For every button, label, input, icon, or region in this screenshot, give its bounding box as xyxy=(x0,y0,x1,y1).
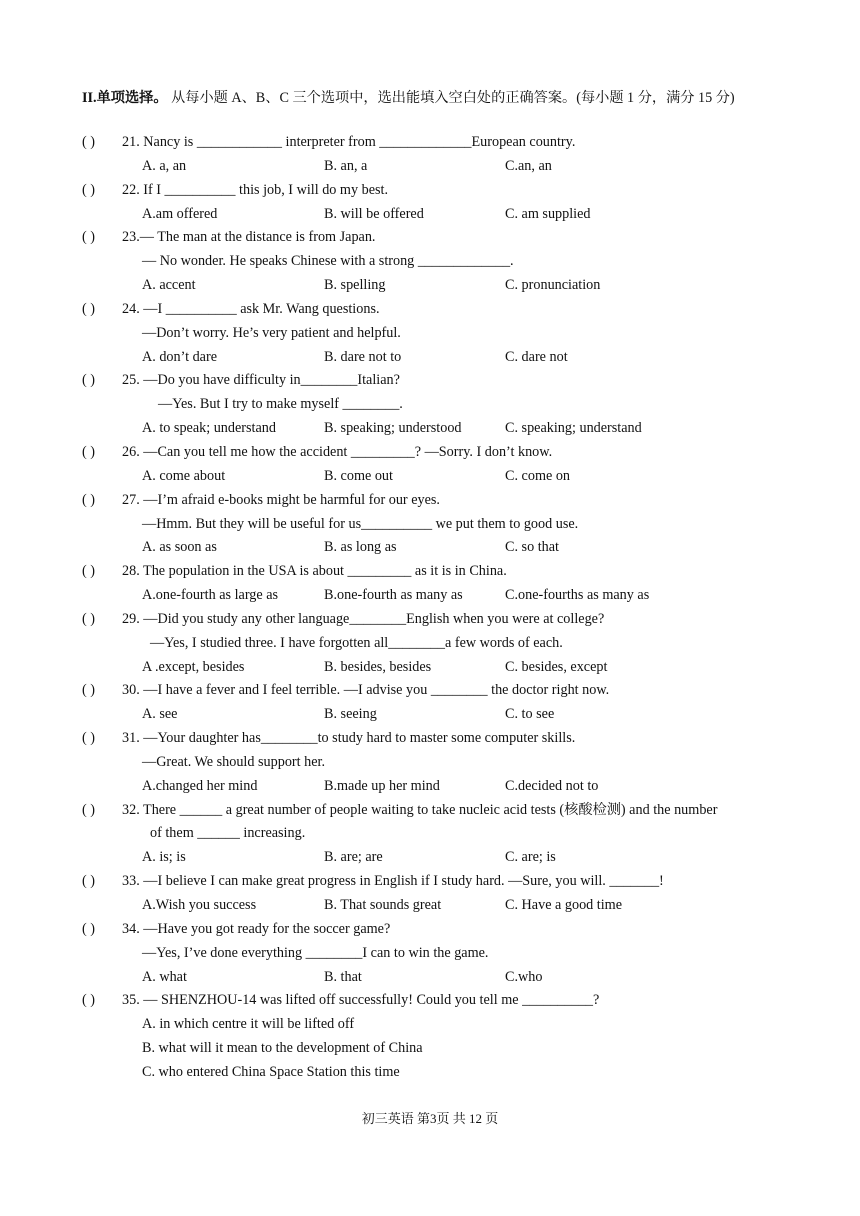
dialogue-line: — No wonder. He speaks Chinese with a strong _____________. xyxy=(142,253,514,270)
question-subline xyxy=(0,513,860,537)
answer-blank[interactable]: ( ) xyxy=(82,801,95,818)
question-text: 27. —I’m afraid e-books might be harmful for our eyes. xyxy=(122,491,440,508)
answer-blank[interactable]: ( ) xyxy=(82,730,95,747)
question-30 xyxy=(0,679,860,703)
options-row xyxy=(0,155,860,179)
question-34 xyxy=(0,918,860,942)
dialogue-line: —Yes. But I try to make myself ________. xyxy=(158,396,403,413)
answer-blank[interactable]: ( ) xyxy=(82,920,95,937)
option: C. who entered China Space Station this time xyxy=(142,1063,400,1080)
option-a: A. what xyxy=(142,968,187,985)
question-text: 22. If I __________ this job, I will do my best. xyxy=(122,181,389,198)
option-b: B.one-fourth as many as xyxy=(324,587,463,604)
answer-blank[interactable]: ( ) xyxy=(82,610,95,627)
question-text: 28. The population in the USA is about _________ as it is in China. xyxy=(122,563,507,580)
question-subline xyxy=(0,751,860,775)
question-28 xyxy=(0,560,860,584)
option-a: A.changed her mind xyxy=(142,777,258,794)
option-c: C. so that xyxy=(505,539,559,556)
answer-blank[interactable]: ( ) xyxy=(82,491,95,508)
dialogue-line: —Great. We should support her. xyxy=(142,753,326,770)
option-a: A.am offered xyxy=(142,205,218,222)
answer-blank[interactable]: ( ) xyxy=(82,992,95,1009)
question-subline xyxy=(0,822,860,846)
option-c: C. speaking; understand xyxy=(505,420,642,437)
options-row xyxy=(0,846,860,870)
answer-blank[interactable]: ( ) xyxy=(82,300,95,317)
option-b: B. that xyxy=(324,968,362,985)
option-c: C. besides, except xyxy=(505,658,608,675)
question-25 xyxy=(0,369,860,393)
option-c: C. Have a good time xyxy=(505,897,623,913)
option-b: B. are; are xyxy=(324,849,383,866)
question-text: 31. —Your daughter has________to study hard to master some computer skills. xyxy=(122,730,576,747)
option-a: A.Wish you success xyxy=(142,897,257,913)
question-31 xyxy=(0,727,860,751)
dialogue-line: —Don’t worry. He’s very patient and helpful. xyxy=(142,324,401,341)
question-list xyxy=(0,131,860,1085)
options-row xyxy=(0,894,860,918)
option-b: B. dare not to xyxy=(324,348,402,365)
question-22 xyxy=(0,179,860,203)
question-subline xyxy=(0,942,860,966)
question-text: 33. —I believe I can make great progress in English if I study hard. —Sure, you will. _______! xyxy=(122,873,664,890)
option-b: B. as long as xyxy=(324,539,397,556)
option-c: C.one-fourths as many as xyxy=(505,587,650,604)
question-text: 32. There ______ a great number of people waiting to take nucleic acid tests (核酸检测) and the number xyxy=(122,801,718,818)
question-text: 26. —Can you tell me how the accident _________? —Sorry. I don’t know. xyxy=(122,443,553,460)
option-b: B.made up her mind xyxy=(324,777,440,794)
option-b: B. will be offered xyxy=(324,205,424,222)
question-subline xyxy=(0,322,860,346)
answer-blank[interactable]: ( ) xyxy=(82,873,95,890)
section-header xyxy=(82,87,735,107)
question-33 xyxy=(0,870,860,894)
answer-blank[interactable]: ( ) xyxy=(82,443,95,460)
option-c: C. pronunciation xyxy=(505,277,601,294)
question-text: 25. —Do you have difficulty in________Italian? xyxy=(122,372,400,389)
option-a: A. come about xyxy=(142,467,226,484)
question-text: 21. Nancy is ____________ interpreter from _____________European country. xyxy=(122,134,576,150)
option-c: C.decided not to xyxy=(505,777,599,794)
question-24 xyxy=(0,298,860,322)
question-subline xyxy=(0,632,860,656)
option-b: B. an, a xyxy=(324,157,368,174)
option-c: C. come on xyxy=(505,467,571,484)
options-row xyxy=(0,656,860,680)
dialogue-line: —Yes, I’ve done everything ________I can to win the game. xyxy=(142,944,489,961)
question-26 xyxy=(0,441,860,465)
option-b: B. That sounds great xyxy=(324,897,442,913)
section-instructions: 从每小题 A、B、C 三个选项中，选出能填入空白处的正确答案。(每小题 1 分，满分 15 分) xyxy=(167,90,735,106)
page-footer: 初三英语 第3页 共 12 页 xyxy=(361,1111,499,1126)
option-c: C. are; is xyxy=(505,849,556,866)
options-row xyxy=(0,346,860,370)
question-27 xyxy=(0,489,860,513)
option-c: C.an, an xyxy=(505,157,552,174)
question-text: 24. —I __________ ask Mr. Wang questions. xyxy=(122,300,380,317)
answer-blank[interactable]: ( ) xyxy=(82,134,95,150)
option-b: B. spelling xyxy=(324,277,386,294)
option-b: B. come out xyxy=(324,467,393,484)
option-c: C. dare not xyxy=(505,348,568,365)
option-b: B. besides, besides xyxy=(324,658,432,675)
dialogue-line: —Yes, I studied three. I have forgotten all________a few words of each. xyxy=(150,634,563,651)
question-text: 35. — SHENZHOU-14 was lifted off successfully! Could you tell me __________? xyxy=(122,992,600,1009)
question-21 xyxy=(0,131,860,155)
question-subline xyxy=(0,1061,860,1085)
question-subline xyxy=(0,1013,860,1037)
question-32 xyxy=(0,799,860,823)
question-35 xyxy=(0,989,860,1013)
options-row xyxy=(0,703,860,727)
answer-blank[interactable]: ( ) xyxy=(82,229,95,246)
option-b: B. speaking; understood xyxy=(324,420,462,437)
answer-blank[interactable]: ( ) xyxy=(82,372,95,389)
question-subline xyxy=(0,250,860,274)
option-a: A.one-fourth as large as xyxy=(142,587,279,604)
option-a: A. accent xyxy=(142,277,196,294)
options-row xyxy=(0,775,860,799)
question-text: 30. —I have a fever and I feel terrible. —I advise you ________ the doctor right now. xyxy=(122,682,610,699)
option-a: A. is; is xyxy=(142,849,186,866)
dialogue-line: of them ______ increasing. xyxy=(150,825,306,842)
option-c: C. to see xyxy=(505,706,555,723)
answer-blank[interactable]: ( ) xyxy=(82,682,95,699)
option-a: A. to speak; understand xyxy=(142,420,276,437)
option-a: A. don’t dare xyxy=(142,348,217,365)
option: B. what will it mean to the development of China xyxy=(142,1040,423,1057)
question-text: 34. —Have you got ready for the soccer game? xyxy=(122,920,391,937)
question-29 xyxy=(0,608,860,632)
option-a: A. see xyxy=(142,706,178,723)
option-b: B. seeing xyxy=(324,706,377,723)
options-row xyxy=(0,966,860,990)
section-title: II.单项选择。 xyxy=(82,90,168,106)
options-row xyxy=(0,584,860,608)
option: A. in which centre it will be lifted off xyxy=(142,1016,355,1033)
option-a: A. a, an xyxy=(142,157,187,174)
question-subline xyxy=(0,393,860,417)
question-text: 29. —Did you study any other language________English when you were at college? xyxy=(122,610,605,627)
options-row xyxy=(0,417,860,441)
answer-blank[interactable]: ( ) xyxy=(82,563,95,580)
options-row xyxy=(0,536,860,560)
question-23 xyxy=(0,226,860,250)
question-text: 23.— The man at the distance is from Japan. xyxy=(122,229,376,246)
dialogue-line: —Hmm. But they will be useful for us__________ we put them to good use. xyxy=(142,515,579,532)
option-a: A .except, besides xyxy=(142,658,245,675)
options-row xyxy=(0,203,860,227)
option-c: C.who xyxy=(505,968,543,985)
options-row xyxy=(0,465,860,489)
answer-blank[interactable]: ( ) xyxy=(82,181,95,198)
options-row xyxy=(0,274,860,298)
option-c: C. am supplied xyxy=(505,205,591,222)
question-subline xyxy=(0,1037,860,1061)
option-a: A. as soon as xyxy=(142,539,217,556)
